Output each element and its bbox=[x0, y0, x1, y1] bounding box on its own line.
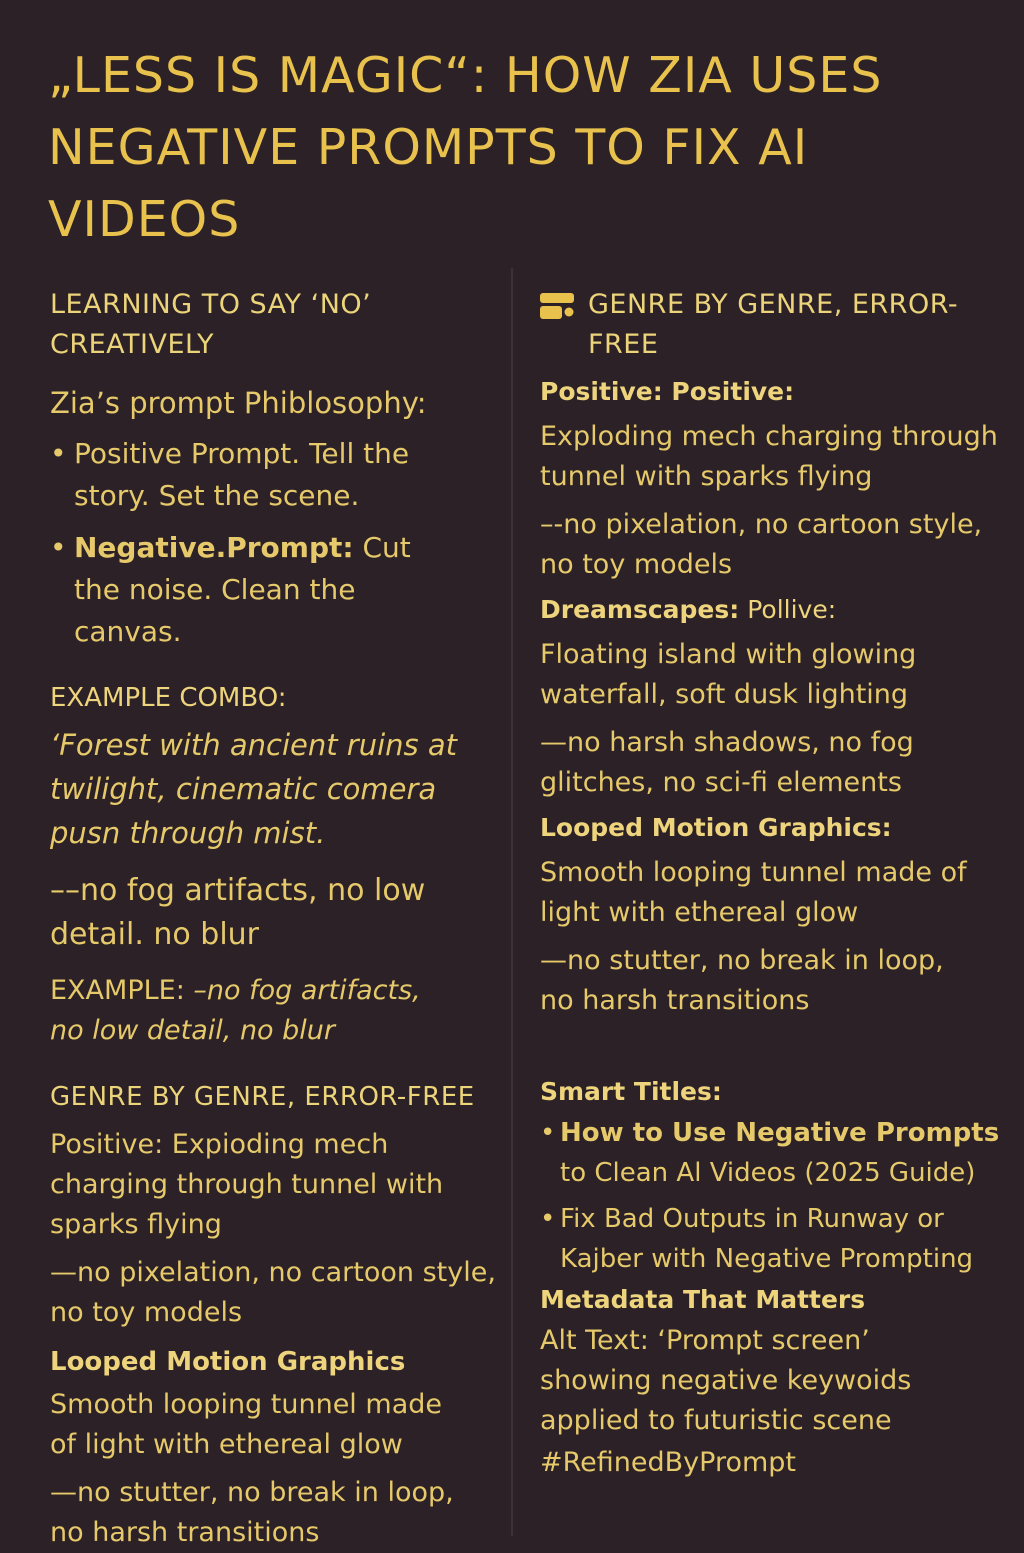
smart-titles-heading: Smart Titles: bbox=[540, 1077, 722, 1106]
dreamscapes-tail: Pollive: bbox=[739, 595, 837, 624]
dreamscapes-heading bbox=[540, 593, 1000, 627]
right-column bbox=[540, 285, 1000, 1483]
positive-text-right: Exploding mech charging through tunnel with sparks flying bbox=[540, 421, 998, 492]
genre-heading-right: GENRE BY GENRE, ERROR-FREE bbox=[588, 289, 959, 360]
bullet-negative-body: Cut the noise. Clean the canvas. bbox=[74, 531, 411, 648]
bullet-dot: • bbox=[540, 1204, 556, 1234]
genre-positive-left: Positive: Expioding mech charging through tunnel with sparks flying bbox=[50, 1129, 444, 1240]
metadata-text: Alt Text: ‘Prompt screen’ showing negative keywoids applied to futuristic scene bbox=[540, 1325, 912, 1436]
dreamscapes-text: Floating island with glowing waterfall, soft dusk lighting bbox=[540, 639, 917, 710]
smart-title-1-text bbox=[560, 1113, 1000, 1193]
example-text: –no fog artifacts, no low detail, no blur bbox=[50, 975, 421, 1046]
looped-heading-left: Looped Motion Graphics bbox=[50, 1347, 406, 1377]
bullet-positive-text: Positive Prompt. Tell the story. Set the scene. bbox=[74, 437, 410, 512]
page-title: „LESS IS MAGIC“: HOW ZIA USES NEGATIVE PROMPTS TO FIX AI VIDEOS bbox=[48, 47, 883, 248]
bullet-dot: • bbox=[50, 437, 67, 470]
example-combo-text: ‘Forest with ancient ruins at twilight, cinematic comera pusn through mist. bbox=[50, 728, 458, 850]
looped-negative-left: —no stutter, no break in loop, no harsh transitions bbox=[50, 1477, 454, 1548]
bullet-dot: • bbox=[50, 531, 67, 564]
genre-heading-right-row bbox=[540, 285, 1000, 365]
column-divider bbox=[511, 268, 513, 1536]
smart-title-1-rest: to Clean Al Videos (2025 Guide) bbox=[560, 1158, 976, 1188]
smart-title-2-text: Fix Bad Outputs in Runway or Kajber with Negative Prompting bbox=[560, 1204, 974, 1274]
smart-title-2 bbox=[540, 1199, 1000, 1279]
genre-negative-left: —no pixelation, no cartoon style, no toy models bbox=[50, 1257, 496, 1328]
bullet-positive bbox=[50, 433, 510, 517]
metadata-heading: Metadata That Matters bbox=[540, 1285, 866, 1314]
dreamscapes-label: Dreamscapes: bbox=[540, 595, 740, 624]
smart-title-1 bbox=[540, 1113, 1000, 1193]
example-negative: ––no fog artifacts, no low detail. no blur bbox=[50, 873, 426, 952]
looped-text-right: Smooth looping tunnel made of light with ethereal glow bbox=[540, 857, 967, 928]
smart-title-1-bold: How to Use Negative Prompts bbox=[560, 1118, 1000, 1148]
example-combo-heading: EXAMPLE COMBO: bbox=[50, 683, 287, 713]
left-column bbox=[50, 285, 510, 1553]
looped-heading-right: Looped Motion Graphics: bbox=[540, 813, 892, 842]
example-line bbox=[50, 971, 450, 1051]
philosophy-label: Zia’s prompt Phiblosophy: bbox=[50, 386, 427, 420]
section-heading-learning: LEARNING TO SAY ‘NO’ CREATIVELY bbox=[50, 289, 372, 360]
bullet-negative-label: Negative.Prompt: bbox=[74, 531, 354, 564]
bullet-negative-text bbox=[74, 527, 454, 653]
bullet-dot: • bbox=[540, 1118, 556, 1148]
genre-heading-left: GENRE BY GENRE, ERROR-FREE bbox=[50, 1082, 475, 1112]
positive-heading-right: Positive: Positive: bbox=[540, 377, 795, 406]
bullet-negative bbox=[50, 527, 510, 653]
hashtag: #RefinedByPrompt bbox=[540, 1447, 797, 1478]
dreamscapes-negative: —no harsh shadows, no fog glitches, no sci-fi elements bbox=[540, 727, 914, 798]
positive-negative-right: –-no pixelation, no cartoon style, no toy models bbox=[540, 509, 983, 580]
looped-positive-left: Smooth looping tunnel made of light with ethereal glow bbox=[50, 1389, 442, 1460]
looped-negative-right: —no stutter, no break in loop, no harsh transitions bbox=[540, 945, 944, 1016]
example-label: EXAMPLE: bbox=[50, 975, 194, 1006]
card-icon bbox=[540, 285, 588, 323]
